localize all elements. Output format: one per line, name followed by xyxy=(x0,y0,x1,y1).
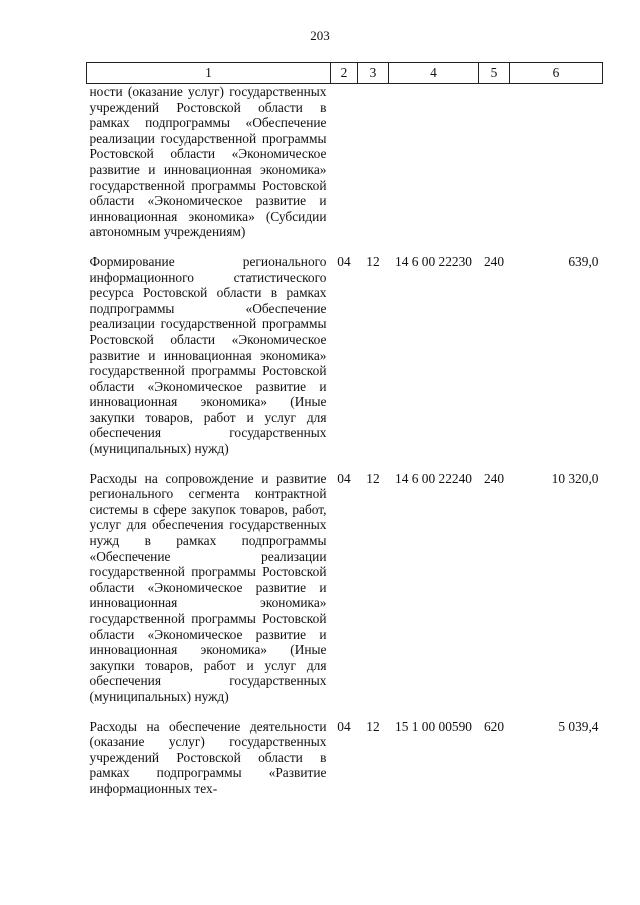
row-amount: 10 320,0 xyxy=(551,470,599,486)
header-col-1: 1 xyxy=(87,63,331,84)
row-description: Расходы на сопровождение и развитие регионального сегмента контрактной системы в сфере закупок товаров, работ, услуг для обеспечения государственных нужд в рамках подпрограммы «Обеспечение реализации государственной программы Ростовской области «Экономическое развитие и инновационная экономика» государственной программы Ростовской области «Экономическое развитие и инновационная экономика» (Иные закупки товаров, работ и услуг для обеспечения государственных (муниципальных) нужд) xyxy=(89,470,327,704)
table-header-row xyxy=(87,63,603,84)
row-section: 04 xyxy=(337,718,351,734)
header-col-6: 6 xyxy=(510,63,603,84)
row-section: 04 xyxy=(337,470,351,486)
row-expense-type: 240 xyxy=(483,470,505,486)
row-description: Расходы на обеспечение деятельности (оказание услуг) государственных учреждений Ростовской области в рамках подпрограммы «Развитие информационных тех- xyxy=(89,718,327,796)
row-section: 04 xyxy=(337,253,351,269)
header-col-5: 5 xyxy=(479,63,510,84)
row-target-code xyxy=(389,84,479,240)
row-expense-type: 620 xyxy=(483,718,505,734)
row-target-code: 14 6 00 22230 xyxy=(395,253,472,269)
row-subsection: 12 xyxy=(366,718,380,734)
table-row xyxy=(87,457,603,705)
budget-table xyxy=(86,62,603,797)
row-description: ности (оказание услуг) государственных учреждений Ростовской области в рамках подпрограммы «Обеспечение реализации государственной программы Ростовской области «Экономическое развитие и инновационная экономика» государственной программы Ростовской области «Экономическое развитие и инновационная экономика» (Субсидии автономным учреждениям) xyxy=(89,84,327,240)
page-number: 203 xyxy=(310,28,330,43)
row-amount: 5 039,4 xyxy=(558,718,599,734)
row-subsection xyxy=(358,84,389,240)
row-expense-type: 240 xyxy=(483,253,505,269)
header-col-3: 3 xyxy=(358,63,389,84)
table-row xyxy=(87,705,603,797)
header-col-4: 4 xyxy=(389,63,479,84)
row-target-code: 15 1 00 00590 xyxy=(395,718,472,734)
header-col-2: 2 xyxy=(331,63,358,84)
row-subsection: 12 xyxy=(366,470,380,486)
row-subsection: 12 xyxy=(366,253,380,269)
table-row xyxy=(87,240,603,457)
row-target-code: 14 6 00 22240 xyxy=(395,470,472,486)
table-row xyxy=(87,84,603,240)
row-section xyxy=(331,84,358,240)
row-amount: 639,0 xyxy=(568,253,599,269)
row-expense-type xyxy=(479,84,510,240)
row-amount xyxy=(510,84,603,240)
row-description: Формирование регионального информационного статистического ресурса Ростовской области в рамках подпрограммы «Обеспечение реализации государственной программы Ростовской области «Экономическое развитие и инновационная экономика» государственной программы Ростовской области «Экономическое развитие и инновационная экономика» (Иные закупки товаров, работ и услуг для обеспечения государственных (муниципальных) нужд) xyxy=(89,253,327,457)
